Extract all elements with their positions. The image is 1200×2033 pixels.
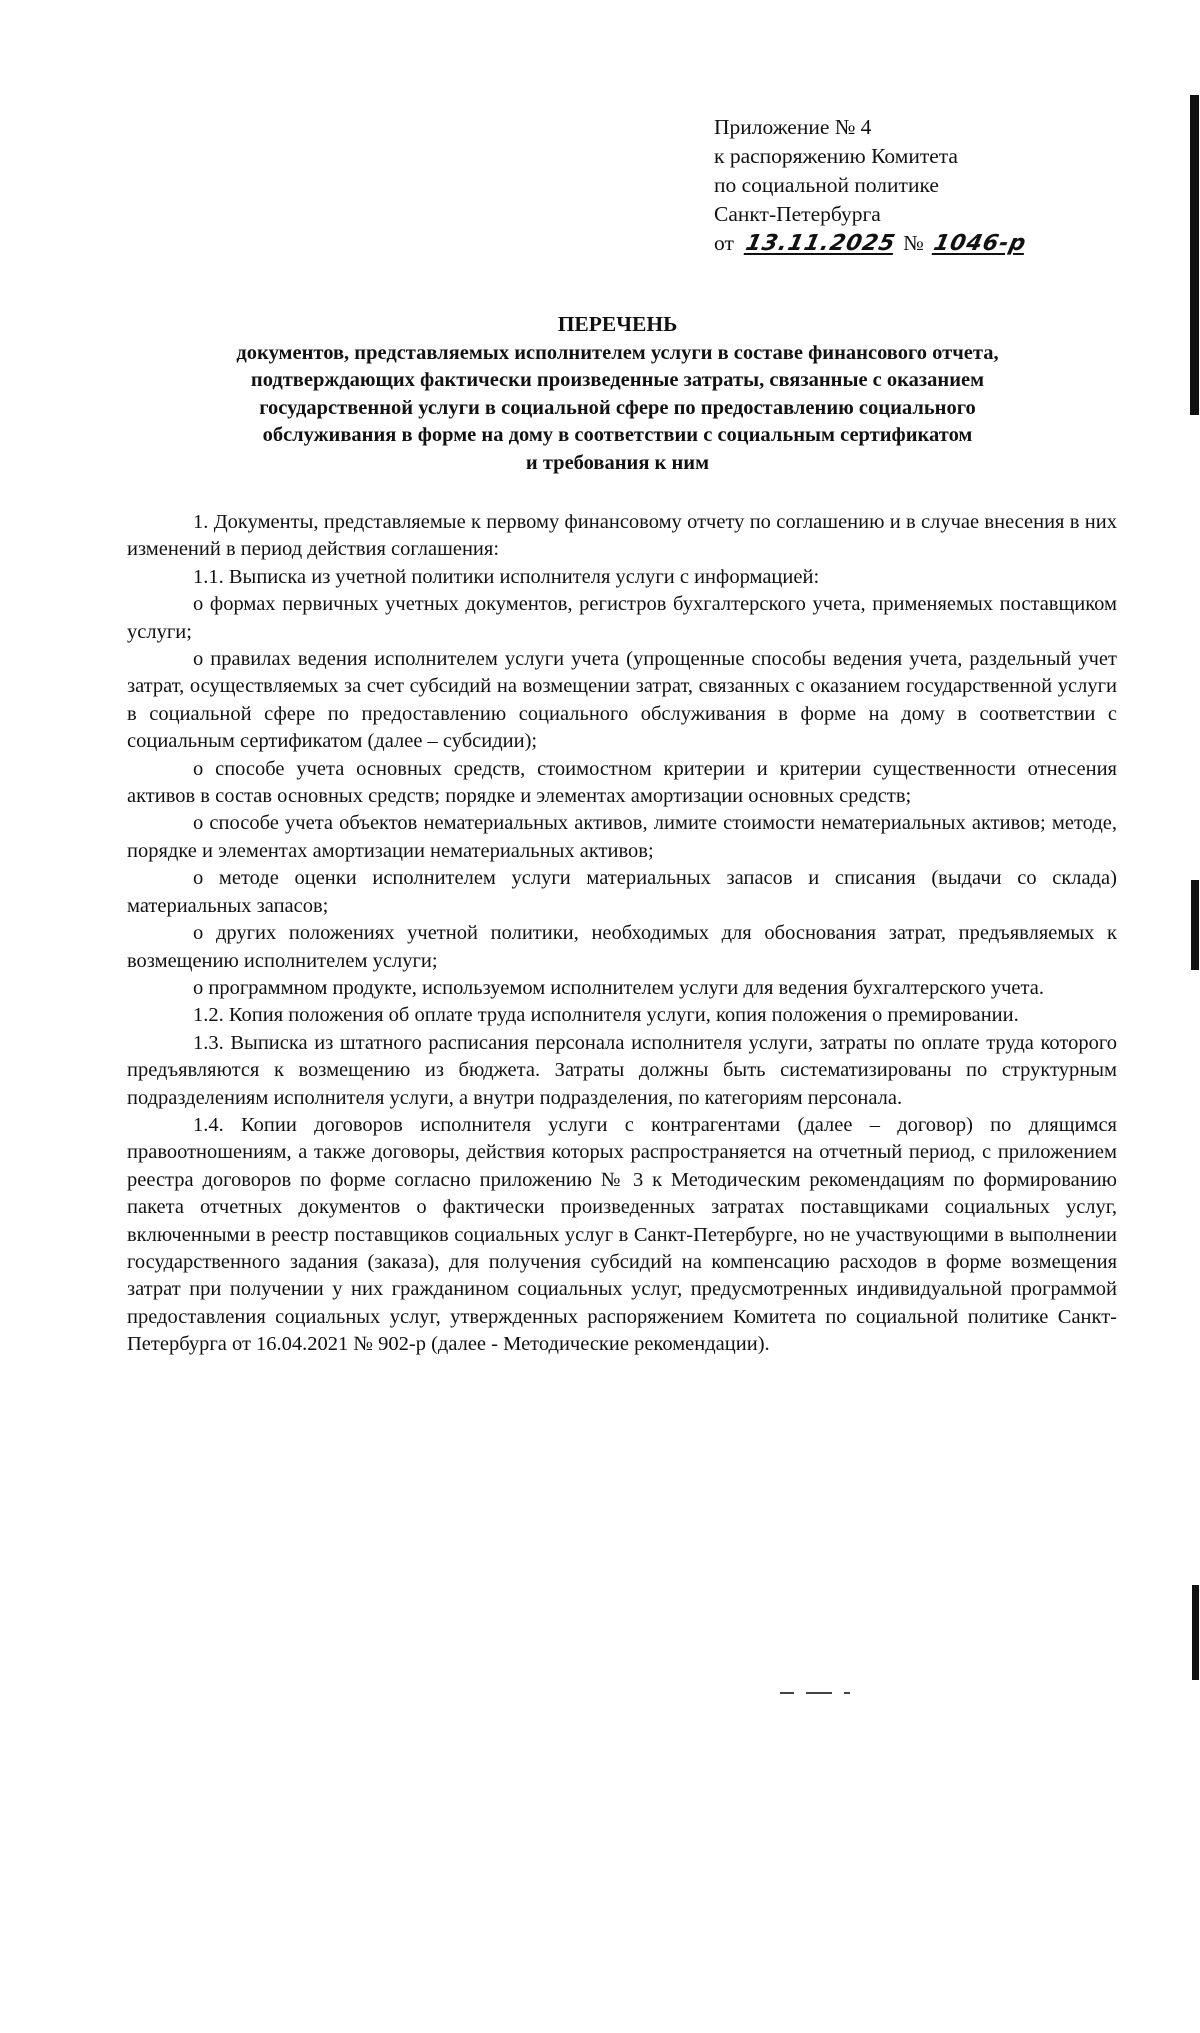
title-line-1: документов, представляемых исполнителем услуги в составе финансового отчета, bbox=[236, 341, 999, 364]
scan-edge-mark-middle bbox=[1191, 880, 1199, 970]
paragraph: о способе учета объектов нематериальных активов, лимите стоимости нематериальных активов; методе, порядке и элементах амортизации нематериальных активов; bbox=[127, 812, 1117, 862]
document-body bbox=[127, 509, 1117, 1359]
title-main: ПЕРЕЧЕНЬ bbox=[557, 312, 678, 336]
scan-edge-mark-bottom bbox=[1192, 1585, 1199, 1680]
paragraph: 1.2. Копия положения об оплате труда исполнителя услуги, копия положения о премировании. bbox=[193, 1004, 1019, 1027]
date-prefix: от bbox=[714, 231, 734, 255]
appendix-header bbox=[714, 113, 1154, 258]
appendix-date-line bbox=[714, 229, 1154, 258]
paragraph: о методе оценки исполнителем услуги материальных запасов и списания (выдачи со склада) материальных запасов; bbox=[127, 867, 1117, 917]
appendix-number: Приложение № 4 bbox=[714, 115, 872, 139]
page-continuation-mark bbox=[780, 1692, 875, 1695]
title-line-5: и требования к ним bbox=[525, 451, 710, 474]
paragraph: о программном продукте, используемом исполнителем услуги для ведения бухгалтерского учета. bbox=[193, 976, 1044, 999]
document-title bbox=[130, 311, 1105, 477]
title-line-3: государственной услуги в социальной сфере по предоставлению социального bbox=[259, 396, 976, 419]
paragraph: 1.1. Выписка из учетной политики исполнителя услуги с информацией: bbox=[193, 565, 820, 588]
paragraph: 1.3. Выписка из штатного расписания персонала исполнителя услуги, затраты по оплате труда которого предъявляются к возмещению из бюджета. Затраты должны быть систематизированы по структурным подразделениям исполнителя услуги, а внутри подразделения, по категориям персонала. bbox=[127, 1031, 1117, 1109]
paragraph: о правилах ведения исполнителем услуги учета (упрощенные способы ведения учета, раздельный учет затрат, осуществляемых за счет субсидий на возмещении затрат, связанных с оказанием государственной услуги в социальной сфере по предоставлению социального обслуживания в форме на дому в соответствии с социальным сертификатом (далее – субсидии); bbox=[127, 648, 1117, 753]
paragraph: о других положениях учетной политики, необходимых для обоснования затрат, предъявляемых к возмещению исполнителем услуги; bbox=[127, 922, 1117, 972]
handwritten-number: 1046-р bbox=[930, 231, 1029, 256]
scan-edge-mark-top bbox=[1190, 95, 1199, 415]
paragraph: 1.4. Копии договоров исполнителя услуги с контрагентами (далее – договор) по длящимся правоотношениям, а также договоры, действия которых распространяется на отчетный период, с приложением реестра договоров по форме согласно приложению № 3 к Методическим рекомендациям по формированию пакета отчетных документов о фактически произведенных затратах поставщиками социальных услуг, включенными в реестр поставщиков социальных услуг в Санкт-Петербурге, но не участвующими в выполнении государственного задания (заказа), для получения субсидий на компенсацию расходов в форме возмещения затрат при получении у них гражданином социальных услуг, предусмотренных индивидуальной программой предоставления социальных услуг, утвержденных распоряжением Комитета по социальной политике Санкт-Петербурга от 16.04.2021 № 902-р (далее - Методические рекомендации). bbox=[127, 1113, 1117, 1356]
title-line-4: обслуживания в форме на дому в соответствии с социальным сертификатом bbox=[262, 424, 973, 446]
appendix-order-ref: к распоряжению Комитета bbox=[714, 144, 958, 168]
paragraph: о формах первичных учетных документов, регистров бухгалтерского учета, применяемых поставщиком услуги; bbox=[127, 593, 1117, 643]
handwritten-date: 13.11.2025 bbox=[743, 231, 898, 256]
paragraph: о способе учета основных средств, стоимостном критерии и критерии существенности отнесения активов в состав основных средств; порядке и элементах амортизации основных средств; bbox=[127, 757, 1117, 808]
title-line-2: подтверждающих фактически произведенные затраты, связанные с оказанием bbox=[250, 369, 985, 391]
number-prefix: № bbox=[903, 231, 924, 255]
appendix-committee: по социальной политике bbox=[714, 173, 939, 197]
paragraph: 1. Документы, представляемые к первому финансовому отчету по соглашению и в случае внесения в них изменений в период действия соглашения: bbox=[127, 511, 1117, 561]
appendix-city: Санкт-Петербурга bbox=[714, 202, 881, 226]
